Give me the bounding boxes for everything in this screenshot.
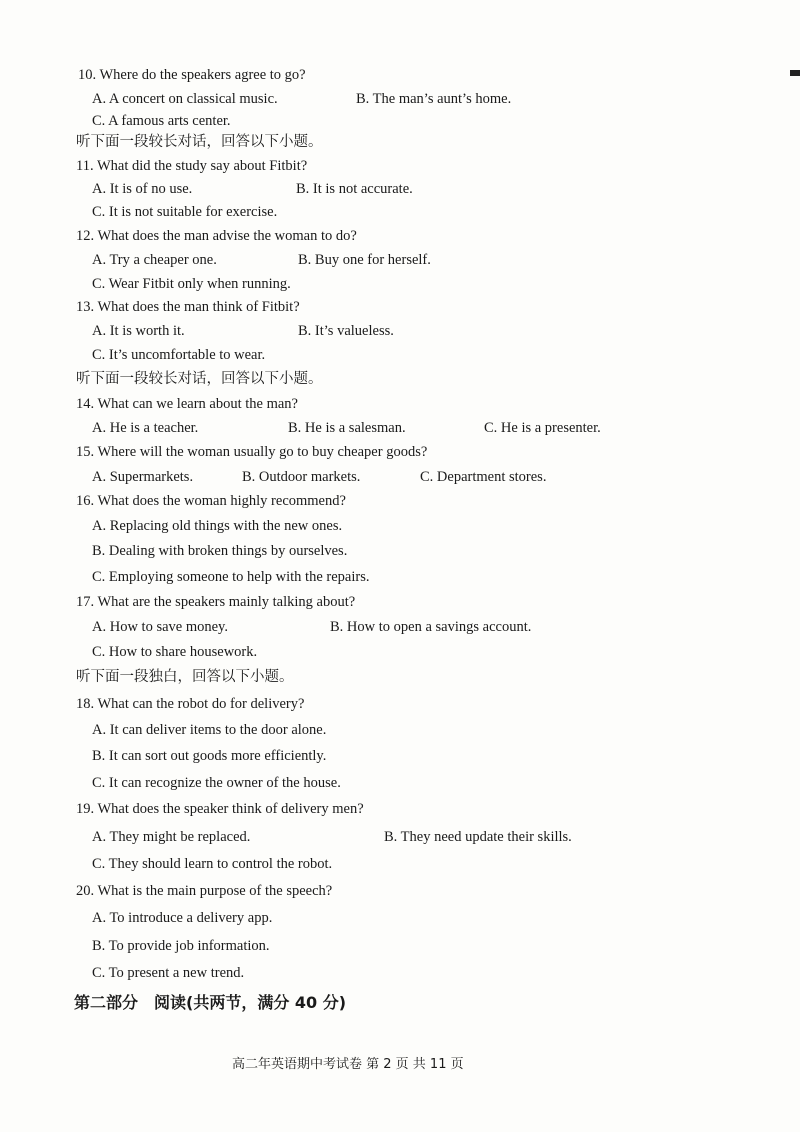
- question-16-option-b: B. Dealing with broken things by ourselves.: [92, 543, 348, 559]
- question-19-option-b: B. They need update their skills.: [384, 829, 572, 845]
- question-13-option-c: C. It’s uncomfortable to wear.: [92, 347, 266, 363]
- question-15-option-b: B. Outdoor markets.: [242, 469, 361, 485]
- instruction-long-dialogue-2: 听下面一段较长对话，回答以下小题。: [76, 371, 323, 387]
- question-13-option-a: A. It is worth it.: [92, 323, 185, 339]
- question-11-stem: 11. What did the study say about Fitbit?: [76, 158, 308, 174]
- page-footer: 高二年英语期中考试卷 第 2 页 共 11 页: [232, 1057, 464, 1072]
- question-17-option-b: B. How to open a savings account.: [330, 619, 532, 635]
- section-heading-reading: 第二部分 阅读(共两节，满分 40 分): [74, 993, 347, 1012]
- question-11-option-c: C. It is not suitable for exercise.: [92, 204, 278, 220]
- question-12-option-b: B. Buy one for herself.: [298, 252, 431, 268]
- question-19-option-c: C. They should learn to control the robot.: [92, 856, 333, 872]
- question-19-stem: 19. What does the speaker think of delivery men?: [76, 801, 364, 817]
- question-20-stem: 20. What is the main purpose of the speech?: [76, 883, 333, 899]
- question-17-option-c: C. How to share housework.: [92, 644, 258, 660]
- question-15-option-c: C. Department stores.: [420, 469, 547, 485]
- question-18-option-a: A. It can deliver items to the door alone.: [92, 722, 327, 738]
- question-11-option-a: A. It is of no use.: [92, 181, 193, 197]
- question-10-option-a: A. A concert on classical music.: [92, 91, 278, 107]
- edge-mark: [790, 70, 800, 76]
- question-20-option-b: B. To provide job information.: [92, 938, 270, 954]
- question-17-stem: 17. What are the speakers mainly talking about?: [76, 594, 356, 610]
- question-11-option-b: B. It is not accurate.: [296, 181, 413, 197]
- question-13-option-b: B. It’s valueless.: [298, 323, 394, 339]
- instruction-monologue: 听下面一段独白，回答以下小题。: [76, 669, 294, 685]
- question-10-stem: 10. Where do the speakers agree to go?: [78, 67, 306, 83]
- question-18-stem: 18. What can the robot do for delivery?: [76, 696, 305, 712]
- question-10-option-b: B. The man’s aunt’s home.: [356, 91, 512, 107]
- question-12-option-c: C. Wear Fitbit only when running.: [92, 276, 291, 292]
- question-13-stem: 13. What does the man think of Fitbit?: [76, 299, 300, 315]
- question-14-option-b: B. He is a salesman.: [288, 420, 406, 436]
- question-15-option-a: A. Supermarkets.: [92, 469, 194, 485]
- question-16-option-c: C. Employing someone to help with the repairs.: [92, 569, 370, 585]
- question-16-stem: 16. What does the woman highly recommend?: [76, 493, 346, 509]
- question-20-option-a: A. To introduce a delivery app.: [92, 910, 273, 926]
- question-18-option-c: C. It can recognize the owner of the house.: [92, 775, 341, 791]
- question-19-option-a: A. They might be replaced.: [92, 829, 251, 845]
- question-15-stem: 15. Where will the woman usually go to buy cheaper goods?: [76, 444, 428, 460]
- question-14-stem: 14. What can we learn about the man?: [76, 396, 298, 412]
- question-14-option-a: A. He is a teacher.: [92, 420, 199, 436]
- question-10-option-c: C. A famous arts center.: [92, 113, 231, 129]
- question-12-stem: 12. What does the man advise the woman to do?: [76, 228, 357, 244]
- question-18-option-b: B. It can sort out goods more efficiently.: [92, 748, 327, 764]
- instruction-long-dialogue-1: 听下面一段较长对话，回答以下小题。: [76, 134, 323, 150]
- question-14-option-c: C. He is a presenter.: [484, 420, 601, 436]
- question-16-option-a: A. Replacing old things with the new ones.: [92, 518, 343, 534]
- question-17-option-a: A. How to save money.: [92, 619, 228, 635]
- question-20-option-c: C. To present a new trend.: [92, 965, 245, 981]
- question-12-option-a: A. Try a cheaper one.: [92, 252, 217, 268]
